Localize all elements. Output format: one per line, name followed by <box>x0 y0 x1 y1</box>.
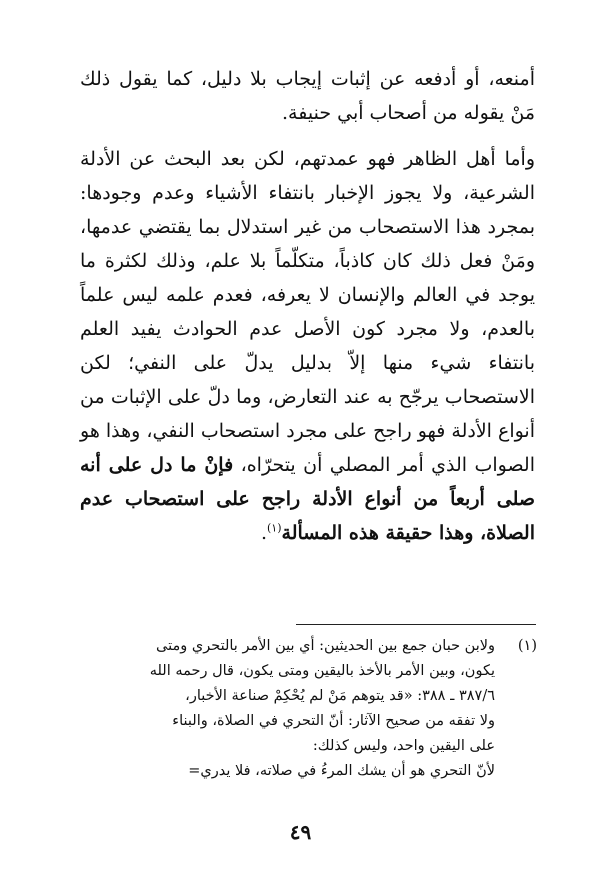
footnote-body <box>82 634 495 784</box>
footnote-separator <box>296 624 536 625</box>
footnote-line: لأنّ التحري هو أن يشك المرءُ في صلاته، فلا يدري= <box>188 763 495 779</box>
footnote-1 <box>82 634 537 784</box>
main-text <box>80 62 535 550</box>
paragraph-2-end: . <box>260 522 267 544</box>
footnote-line: ٣٨٧/٦ ـ ٣٨٨: «قد يتوهم مَنْ لم يُحْكِمْ صناعة الأخبار، <box>185 688 495 704</box>
footnote-line: ولا تفقه من صحيح الآثار: أنّ التحري في الصلاة، والبناء <box>172 713 495 729</box>
paragraph-1: أمنعه، أو أدفعه عن إثبات إيجاب بلا دليل، كما يقول ذلك مَنْ يقوله من أصحاب أبي حنيفة. <box>80 68 535 124</box>
paragraph-2-text: وأما أهل الظاهر فهو عمدتهم، لكن بعد البحث عن الأدلة الشرعية، ولا يجوز الإخبار بانتفاء الأشياء وعدم وجودها: بمجرد هذا الاستصحاب من غير استدلال بما يقتضي عدمها، ومَنْ فعل ذلك كان كاذباً، متكلّماً بلا علم، وذلك لكثرة ما يوجد في العالم والإنسان لا يعرفه، فعدم علمه ليس علماً بالعدم، ولا مجرد كون الأصل عدم الحوادث يفيد العلم بانتفاء شيء منها إلاّ بدليل يدلّ على النفي؛ لكن الاستصحاب يرجّح به عند التعارض، وما دلّ على الإثبات من أنواع الأدلة فهو راجح على مجرد استصحاب النفي، وهذا هو الصواب الذي أمر المصلي أن يتحرّاه، <box>80 148 535 476</box>
page-number: ٤٩ <box>289 820 312 844</box>
footnote-line: ولابن حبان جمع بين الحديثين: أي بين الأمر بالتحري ومتى <box>156 638 495 654</box>
footnote-line: يكون، وبين الأمر بالأخذ باليقين ومتى يكون، قال رحمه الله <box>149 663 495 679</box>
footnote-line: على اليقين واحد، وليس كذلك: <box>312 738 495 754</box>
footnote-number: (١) <box>517 638 537 654</box>
footnotes <box>82 634 537 784</box>
footnote-marker[interactable]: (١) <box>267 521 282 535</box>
paragraph-2 <box>80 142 535 550</box>
paragraph-2-bold-text: فإنْ ما دل على أنه صلى أربعاً من أنواع الأدلة راجح على استصحاب عدم الصلاة، وهذا حقيقة هذه المسألة <box>80 454 535 544</box>
